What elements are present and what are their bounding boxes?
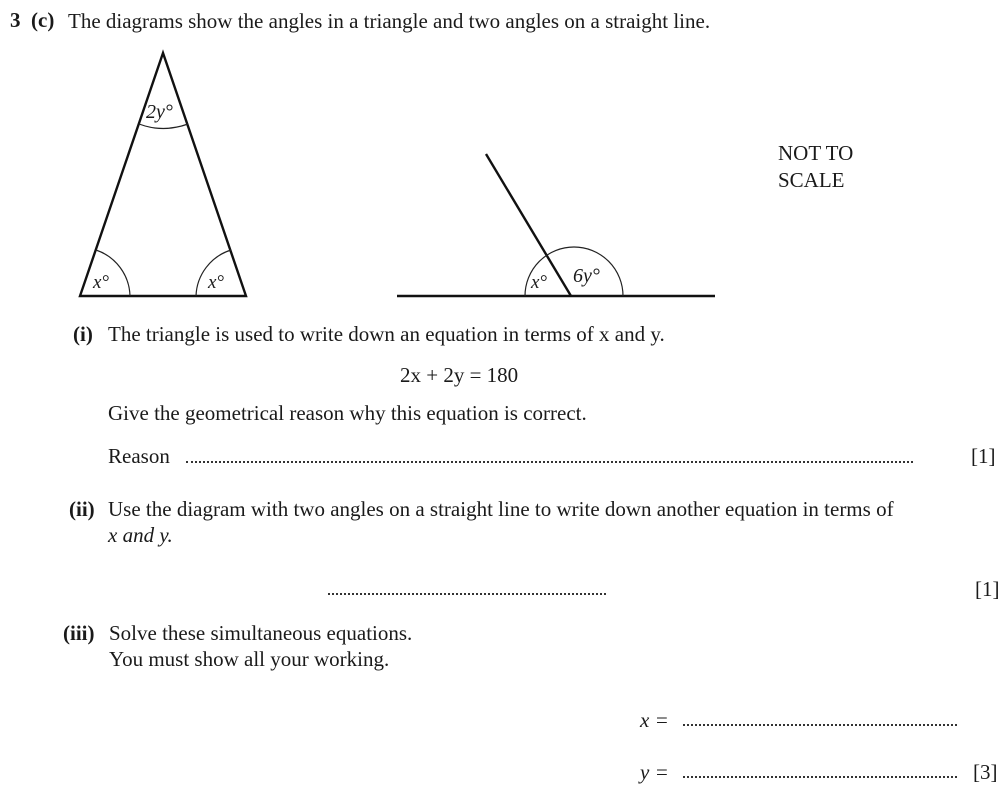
question-intro: The diagrams show the angles in a triangle and two angles on a straight line. [68, 9, 711, 33]
triangle-left-angle-label: x° [93, 272, 110, 293]
triangle-apex-angle-label: 2y° [146, 101, 173, 123]
part-i-text: The triangle is used to write down an equation in terms of x and y. [108, 322, 665, 346]
part-ii-answer-line[interactable] [328, 593, 606, 595]
not-to-scale-note-line2: SCALE [778, 168, 845, 192]
part-i-equation: 2x + 2y = 180 [400, 363, 519, 387]
answer-x-label: x = [640, 708, 669, 732]
part-ii-marks: [1] [975, 577, 1000, 601]
part-iii-text-line2: You must show all your working. [109, 647, 390, 671]
straight-line-shape [397, 154, 715, 296]
part-ii-text-line1: Use the diagram with two angles on a straight line to write down another equation in terms of [108, 497, 894, 521]
part-ii-label: (ii) [69, 497, 95, 521]
part-iii-text-line1: Solve these simultaneous equations. [109, 621, 413, 645]
answer-y-line[interactable] [683, 776, 957, 778]
answer-x-line[interactable] [683, 724, 957, 726]
part-i-marks: [1] [971, 444, 996, 468]
reason-answer-line[interactable] [186, 461, 913, 463]
line-right-angle-label: 6y° [573, 265, 600, 287]
part-ii-text-line2: x and y. [108, 523, 173, 547]
part-iii-label: (iii) [63, 621, 95, 645]
line-left-angle-label: x° [531, 272, 548, 293]
part-i-instruction: Give the geometrical reason why this equation is correct. [108, 401, 587, 425]
reason-label: Reason [108, 444, 170, 468]
triangle-right-angle-label: x° [208, 272, 225, 293]
triangle-diagram [0, 0, 1007, 320]
not-to-scale-note-line1: NOT TO [778, 141, 854, 165]
part-i-label: (i) [73, 322, 93, 346]
answer-y-label: y = [640, 760, 669, 784]
question-part: (c) [31, 8, 55, 32]
question-number: 3 [10, 8, 21, 32]
part-iii-marks: [3] [973, 760, 998, 784]
triangle-shape [80, 53, 246, 296]
